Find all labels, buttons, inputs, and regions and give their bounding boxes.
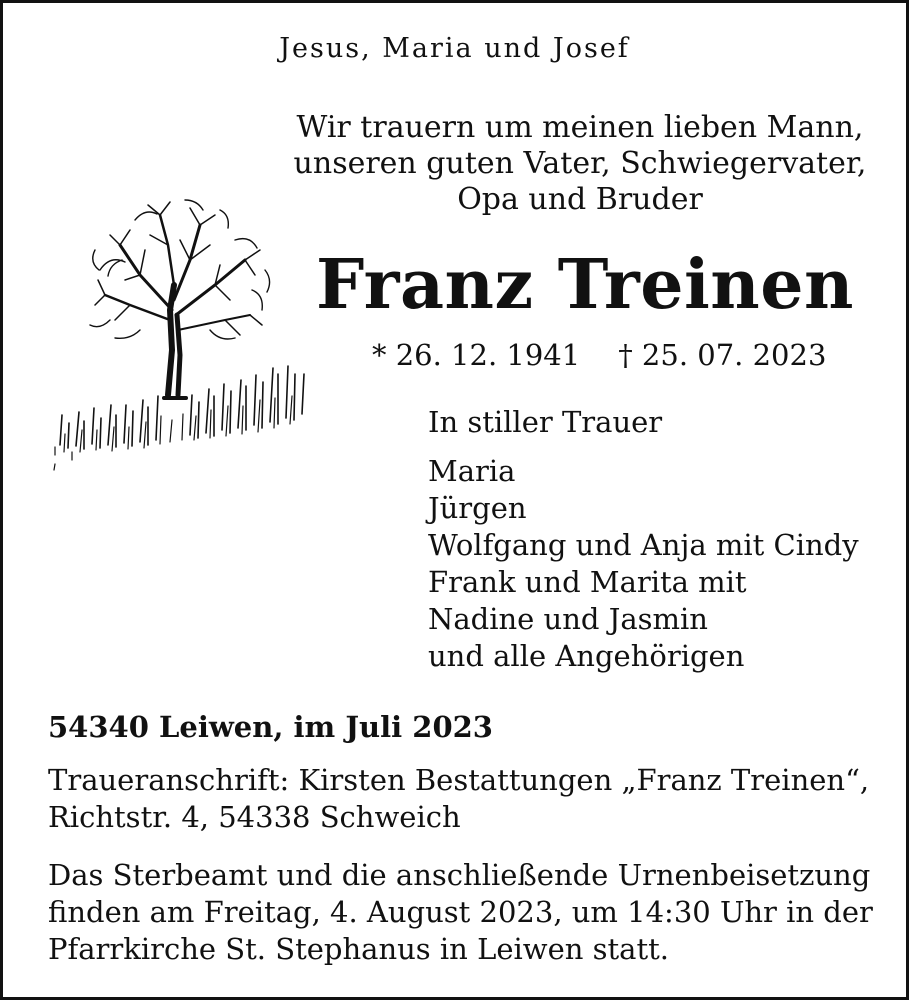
intro-line: Wir trauern um meinen lieben Mann,	[296, 110, 864, 145]
mourner-line: und alle Angehörigen	[428, 639, 745, 673]
deceased-name: Franz Treinen	[316, 245, 854, 325]
intro-line: Opa und Bruder	[457, 182, 703, 217]
mourner-line: Frank und Marita mit	[428, 565, 747, 599]
header-verse: Jesus, Maria und Josef	[279, 33, 630, 64]
mourner-line: Nadine und Jasmin	[428, 602, 708, 636]
service-line: finden am Freitag, 4. August 2023, um 14:30 Uhr in der	[48, 895, 873, 929]
birth-date: * 26. 12. 1941	[372, 338, 581, 372]
place-date: 54340 Leiwen, im Juli 2023	[48, 710, 493, 744]
intro-text	[280, 110, 880, 218]
intro-line: unseren guten Vater, Schwiegervater,	[293, 146, 867, 181]
service-line: Pfarrkirche St. Stephanus in Leiwen statt.	[48, 932, 669, 966]
death-date: † 25. 07. 2023	[618, 338, 827, 372]
life-dates	[372, 338, 826, 372]
mourners-list	[428, 453, 859, 675]
mourner-line: Wolfgang und Anja mit Cindy	[428, 528, 859, 562]
address-line: Richtstr. 4, 54338 Schweich	[48, 800, 461, 834]
mourner-line: Maria	[428, 454, 516, 488]
tree-illustration	[40, 190, 320, 480]
mourning-intro: In stiller Trauer	[428, 405, 663, 439]
mourning-address	[48, 762, 869, 836]
address-line: Traueranschrift: Kirsten Bestattungen „Franz Treinen“,	[48, 763, 870, 797]
mourner-line: Jürgen	[428, 491, 527, 525]
service-line: Das Sterbeamt und die anschließende Urnenbeisetzung	[48, 858, 871, 892]
service-info	[48, 857, 873, 968]
